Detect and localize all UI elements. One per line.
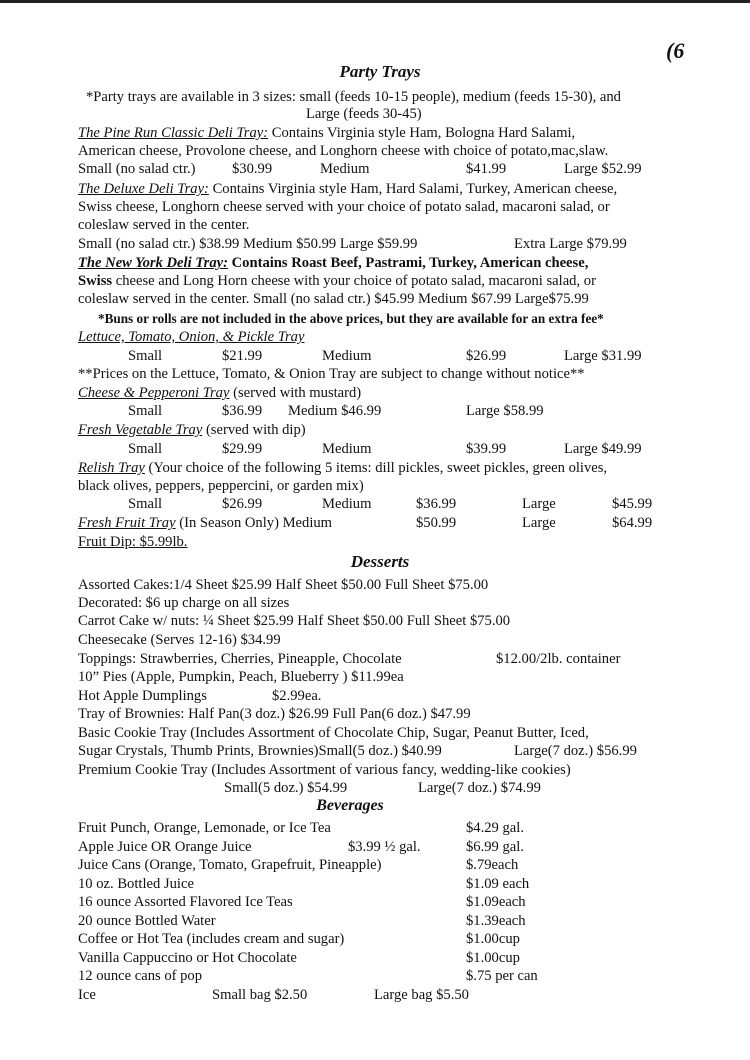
relish-large: Large xyxy=(522,496,556,512)
beverage-name: 10 oz. Bottled Juice xyxy=(78,876,194,892)
cheese-medium: Medium $46.99 xyxy=(288,403,382,419)
relish-medium: Medium xyxy=(322,496,372,512)
fruit-tray-line xyxy=(78,514,332,532)
fruit-large-price: $64.99 xyxy=(612,515,653,531)
buns-note: *Buns or rolls are not included in the above prices, but they are available for an extra fee* xyxy=(98,311,604,326)
vegetable-small-price: $29.99 xyxy=(222,441,263,457)
beverage-price: $.79each xyxy=(466,857,519,873)
party-trays-heading: Party Trays xyxy=(339,62,421,81)
relish-small-price: $26.99 xyxy=(222,496,263,512)
dessert-line: Assorted Cakes:1/4 Sheet $25.99 Half Sheet $50.00 Full Sheet $75.00 xyxy=(78,577,489,593)
beverage-name: Vanilla Cappuccino or Hot Chocolate xyxy=(78,950,297,966)
desserts-heading: Desserts xyxy=(350,552,410,571)
beverage-name: Apple Juice OR Orange Juice xyxy=(78,839,252,855)
party-trays-intro-2: Large (feeds 30-45) xyxy=(306,106,422,122)
premium-cookie-large: Large(7 doz.) $74.99 xyxy=(418,780,541,796)
dessert-line: Decorated: $6 up charge on all sizes xyxy=(78,595,290,611)
cheese-small: Small xyxy=(128,403,163,419)
lettuce-small-price: $21.99 xyxy=(222,348,263,364)
beverage-price: $6.99 gal. xyxy=(466,839,524,855)
beverage-half-gallon-price: $3.99 ½ gal. xyxy=(348,839,421,855)
relish-small: Small xyxy=(128,496,163,512)
pine-run-medium-price: $41.99 xyxy=(466,161,507,177)
cheese-tray-suffix: (served with mustard) xyxy=(229,385,362,401)
deluxe-line-1 xyxy=(78,180,617,198)
ice-label: Ice xyxy=(78,987,96,1003)
page-number: (6 xyxy=(666,38,685,63)
relish-medium-price: $36.99 xyxy=(416,496,457,512)
pine-run-small: Small (no salad ctr.) xyxy=(78,161,196,177)
fruit-medium-price: $50.99 xyxy=(416,515,457,531)
cheese-small-price: $36.99 xyxy=(222,403,263,419)
beverage-name: 12 ounce cans of pop xyxy=(78,968,203,984)
brownies: Tray of Brownies: Half Pan(3 doz.) $26.99 Full Pan(6 doz.) $47.99 xyxy=(78,706,471,722)
premium-cookie-small: Small(5 doz.) $54.99 xyxy=(224,780,348,796)
pine-run-desc-1: Contains Virginia style Ham, Bologna Hard Salami, xyxy=(268,125,576,141)
beverage-price: $1.39each xyxy=(466,913,526,929)
top-border xyxy=(0,0,750,3)
beverage-name: Juice Cans (Orange, Tomato, Grapefruit, Pineapple) xyxy=(78,857,382,873)
premium-cookie-1: Premium Cookie Tray (Includes Assortment of various fancy, wedding-like cookies) xyxy=(78,762,571,778)
new-york-line-1 xyxy=(78,254,588,272)
lettuce-large: Large $31.99 xyxy=(564,348,642,364)
fruit-tray-name: Fresh Fruit Tray xyxy=(78,515,176,531)
deluxe-desc-2: Swiss cheese, Longhorn cheese served with your choice of potato salad, macaroni salad, or xyxy=(78,199,610,215)
vegetable-tray-line xyxy=(78,421,306,439)
deluxe-desc-3: coleslaw served in the center. xyxy=(78,217,250,233)
pies: 10” Pies (Apple, Pumpkin, Peach, Blueberry ) $11.99ea xyxy=(78,669,404,685)
lettuce-note: **Prices on the Lettuce, Tomato, & Onion Tray are subject to change without notice** xyxy=(78,366,585,382)
vegetable-large: Large $49.99 xyxy=(564,441,642,457)
vegetable-medium: Medium xyxy=(322,441,372,457)
vegetable-tray-name: Fresh Vegetable Tray xyxy=(78,422,203,438)
beverage-name: 20 ounce Bottled Water xyxy=(78,913,216,929)
cheese-large: Large $58.99 xyxy=(466,403,544,419)
cheese-tray-name: Cheese & Pepperoni Tray xyxy=(78,385,230,401)
relish-line-1 xyxy=(78,459,607,477)
new-york-swiss: Swiss xyxy=(78,273,113,289)
lettuce-medium: Medium xyxy=(322,348,372,364)
beverage-price: $.75 per can xyxy=(466,968,538,984)
new-york-name: The New York Deli Tray: xyxy=(78,255,228,271)
pine-run-large: Large $52.99 xyxy=(564,161,642,177)
beverage-price: $1.00cup xyxy=(466,931,520,947)
vegetable-small: Small xyxy=(128,441,163,457)
pine-run-small-price: $30.99 xyxy=(232,161,273,177)
ice-small-bag: Small bag $2.50 xyxy=(212,987,308,1003)
toppings-price: $12.00/2lb. container xyxy=(496,651,621,667)
beverage-price: $1.09each xyxy=(466,894,526,910)
toppings: Toppings: Strawberries, Cherries, Pineapple, Chocolate xyxy=(78,651,402,667)
new-york-line-2 xyxy=(78,272,596,290)
fruit-tray-suffix: (In Season Only) Medium xyxy=(175,515,333,531)
new-york-desc-2: cheese and Long Horn cheese with your choice of potato salad, macaroni salad, or xyxy=(112,273,596,289)
beverage-price: $1.00cup xyxy=(466,950,520,966)
beverage-name: Coffee or Hot Tea (includes cream and sugar) xyxy=(78,931,345,947)
relish-desc-1: (Your choice of the following 5 items: dill pickles, sweet pickles, green olives, xyxy=(144,460,608,476)
deluxe-prices: Small (no salad ctr.) $38.99 Medium $50.99 Large $59.99 xyxy=(78,236,418,252)
basic-cookie-large: Large(7 doz.) $56.99 xyxy=(514,743,637,759)
basic-cookie-2: Sugar Crystals, Thumb Prints, Brownies)Small(5 doz.) $40.99 xyxy=(78,743,442,759)
vegetable-medium-price: $39.99 xyxy=(466,441,507,457)
relish-large-price: $45.99 xyxy=(612,496,653,512)
vegetable-tray-suffix: (served with dip) xyxy=(202,422,306,438)
deluxe-extra-large: Extra Large $79.99 xyxy=(514,236,627,252)
deluxe-desc-1: Contains Virginia style Ham, Hard Salami, Turkey, American cheese, xyxy=(208,181,618,197)
new-york-desc-1: Contains Roast Beef, Pastrami, Turkey, American cheese, xyxy=(227,255,589,271)
party-trays-intro-1: *Party trays are available in 3 sizes: small (feeds 10-15 people), medium (feeds 15-30), and xyxy=(86,89,621,105)
relish-tray-name: Relish Tray xyxy=(78,460,145,476)
lettuce-small: Small xyxy=(128,348,163,364)
beverage-name: Fruit Punch, Orange, Lemonade, or Ice Tea xyxy=(78,820,331,836)
pine-run-desc-2: American cheese, Provolone cheese, and Longhorn cheese with choice of potato,mac,slaw. xyxy=(78,143,609,159)
dumplings-price: $2.99ea. xyxy=(272,688,322,704)
relish-desc-2: black olives, peppers, peppercini, or garden mix) xyxy=(78,478,364,494)
beverage-price: $1.09 each xyxy=(466,876,530,892)
beverages-heading: Beverages xyxy=(316,797,384,814)
pine-run-name: The Pine Run Classic Deli Tray: xyxy=(78,125,269,141)
cheese-tray-line xyxy=(78,384,361,402)
beverage-name: 16 ounce Assorted Flavored Ice Teas xyxy=(78,894,293,910)
new-york-desc-3: coleslaw served in the center. Small (no salad ctr.) $45.99 Medium $67.99 Large$75.99 xyxy=(78,291,589,307)
fruit-dip: Fruit Dip: $5.99lb. xyxy=(78,534,188,550)
lettuce-medium-price: $26.99 xyxy=(466,348,507,364)
dessert-line: Carrot Cake w/ nuts: ¼ Sheet $25.99 Half Sheet $50.00 Full Sheet $75.00 xyxy=(78,613,511,629)
lettuce-tray-name: Lettuce, Tomato, Onion, & Pickle Tray xyxy=(78,329,305,345)
dumplings: Hot Apple Dumplings xyxy=(78,688,207,704)
beverage-price: $4.29 gal. xyxy=(466,820,524,836)
ice-large-bag: Large bag $5.50 xyxy=(374,987,469,1003)
deluxe-name: The Deluxe Deli Tray: xyxy=(78,181,209,197)
dessert-line: Cheesecake (Serves 12-16) $34.99 xyxy=(78,632,281,648)
basic-cookie-1: Basic Cookie Tray (Includes Assortment of Chocolate Chip, Sugar, Peanut Butter, Iced, xyxy=(78,725,589,741)
pine-run-medium: Medium xyxy=(320,161,370,177)
fruit-large: Large xyxy=(522,515,556,531)
pine-run-line-1 xyxy=(78,124,575,142)
